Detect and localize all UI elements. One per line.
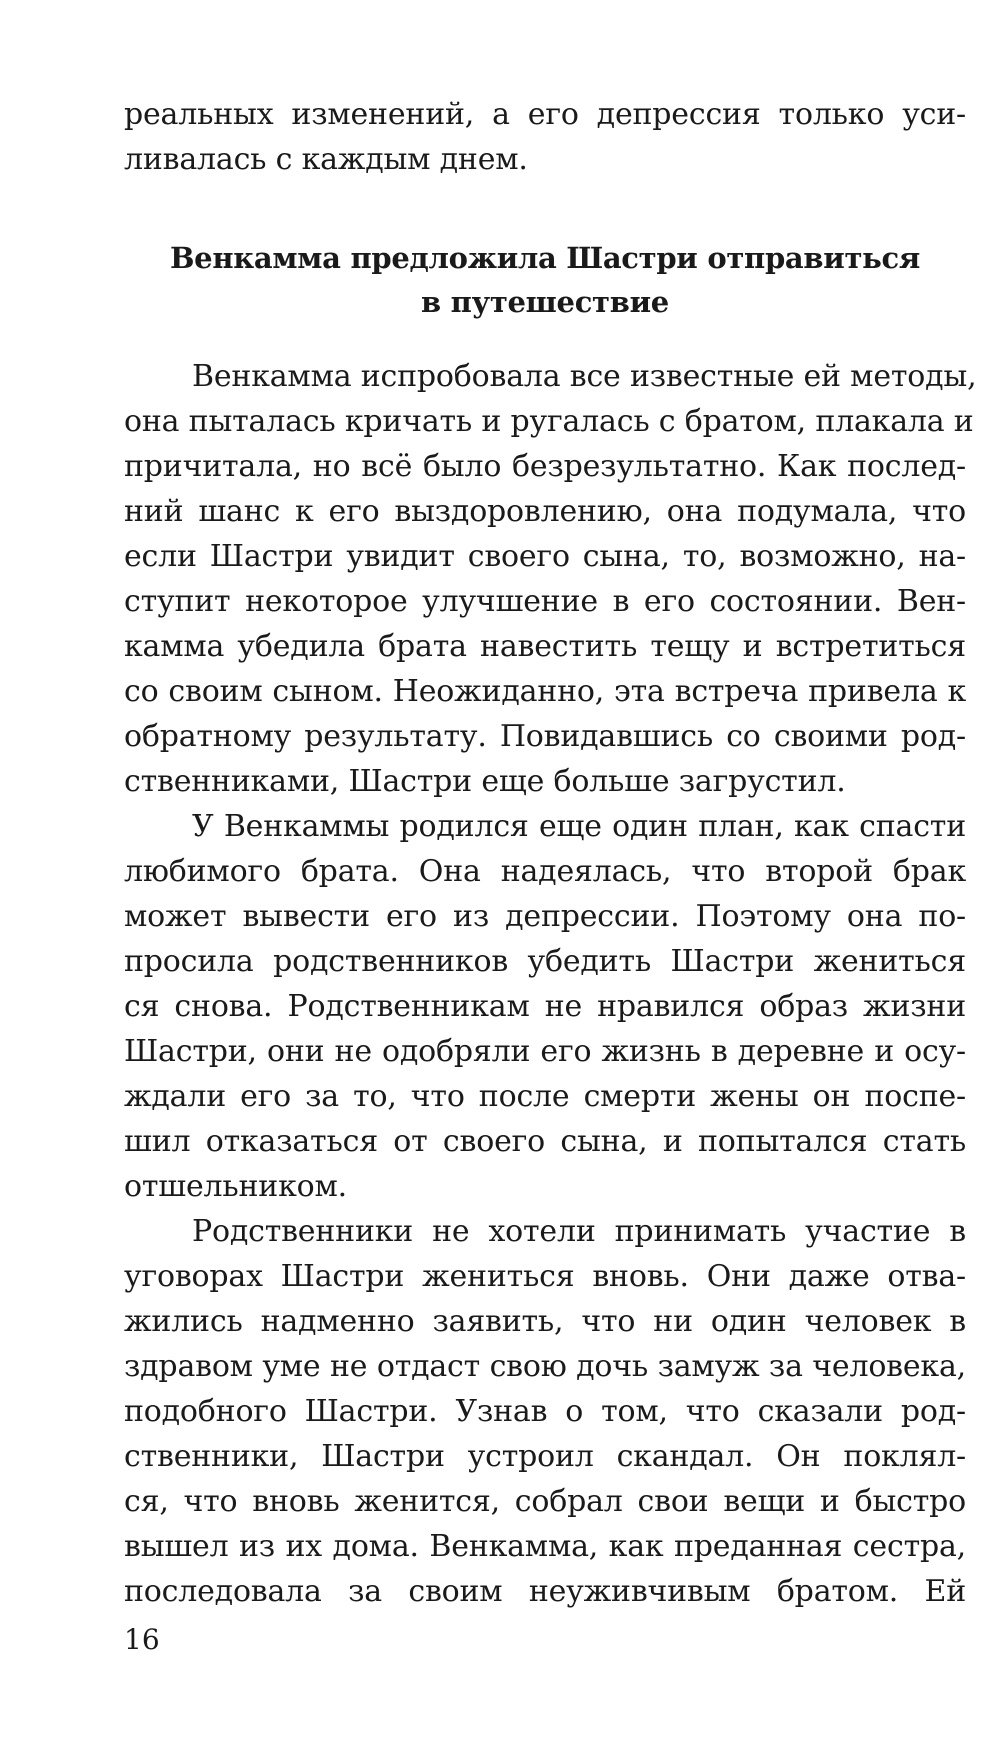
paragraph-line: подобного Шастри. Узнав о том, что сказали род- [124,1394,966,1429]
paragraph-line: отшельником. [124,1169,347,1204]
paragraph-line: ственниками, Шастри еще больше загрустил. [124,764,846,799]
paragraph-line: Родственники не хотели принимать участие в [192,1214,966,1249]
paragraph-line: ступит некоторое улучшение в его состоянии. Вен- [124,584,966,619]
intro-line: реальных изменений, а его депрессия только уси- [124,97,966,132]
paragraph-line: здравом уме не отдаст свою дочь замуж за человека, [124,1349,966,1384]
paragraph-line: шил отказаться от своего сына, и попытался стать [124,1124,966,1159]
paragraph-line: уговорах Шастри жениться вновь. Они даже отва- [124,1259,966,1294]
paragraph-line: ся снова. Родственникам не нравился образ жизни [124,989,966,1024]
paragraph-line: ся, что вновь женится, собрал свои вещи и быстро [124,1484,966,1519]
paragraph-line: камма убедила брата навестить тещу и встретиться [124,629,966,664]
paragraph-line: ственники, Шастри устроил скандал. Он поклял- [124,1439,966,1474]
paragraph-line: обратному результату. Повидавшись со своими род- [124,719,966,754]
paragraph-line: ждали его за то, что после смерти жены он поспе- [124,1079,966,1114]
paragraph-line: последовала за своим неуживчивым братом. Ей [124,1574,966,1609]
paragraph-line: Венкамма испробовала все известные ей методы, [192,359,977,394]
paragraph-line: просила родственников убедить Шастри жениться [124,944,966,979]
paragraph-line: У Венкаммы родился еще один план, как спасти [192,809,966,844]
page-text [124,92,977,1614]
section-heading-line: Венкамма предложила Шастри отправиться [169,241,921,275]
paragraph [124,1209,966,1614]
paragraph-line: жились надменно заявить, что ни один человек в [124,1304,966,1339]
intro-line: ливалась с каждым днем. [124,142,528,177]
paragraph-line: может вывести его из депрессии. Поэтому она по- [124,899,966,934]
page-number: 16 [124,1623,160,1656]
paragraph-line: любимого брата. Она надеялась, что второй брак [124,854,966,889]
paragraph-line: причитала, но всё было безрезультатно. Как послед- [124,449,966,484]
paragraph [124,354,977,804]
paragraph-line: Шастри, они не одобряли его жизнь в деревне и осу- [124,1034,966,1069]
paragraph [124,804,966,1209]
paragraph-line: ний шанс к его выздоровлению, она подумала, что [124,494,966,529]
section-heading [124,236,966,324]
paragraph-line: если Шастри увидит своего сына, то, возможно, на- [124,539,966,574]
section-heading-line: в путешествие [421,285,669,319]
paragraph-line: вышел из их дома. Венкамма, как преданная сестра, [124,1529,966,1564]
paragraph-line: она пыталась кричать и ругалась с братом, плакала и [124,404,974,439]
paragraph-line: со своим сыном. Неожиданно, эта встреча привела к [124,674,966,709]
